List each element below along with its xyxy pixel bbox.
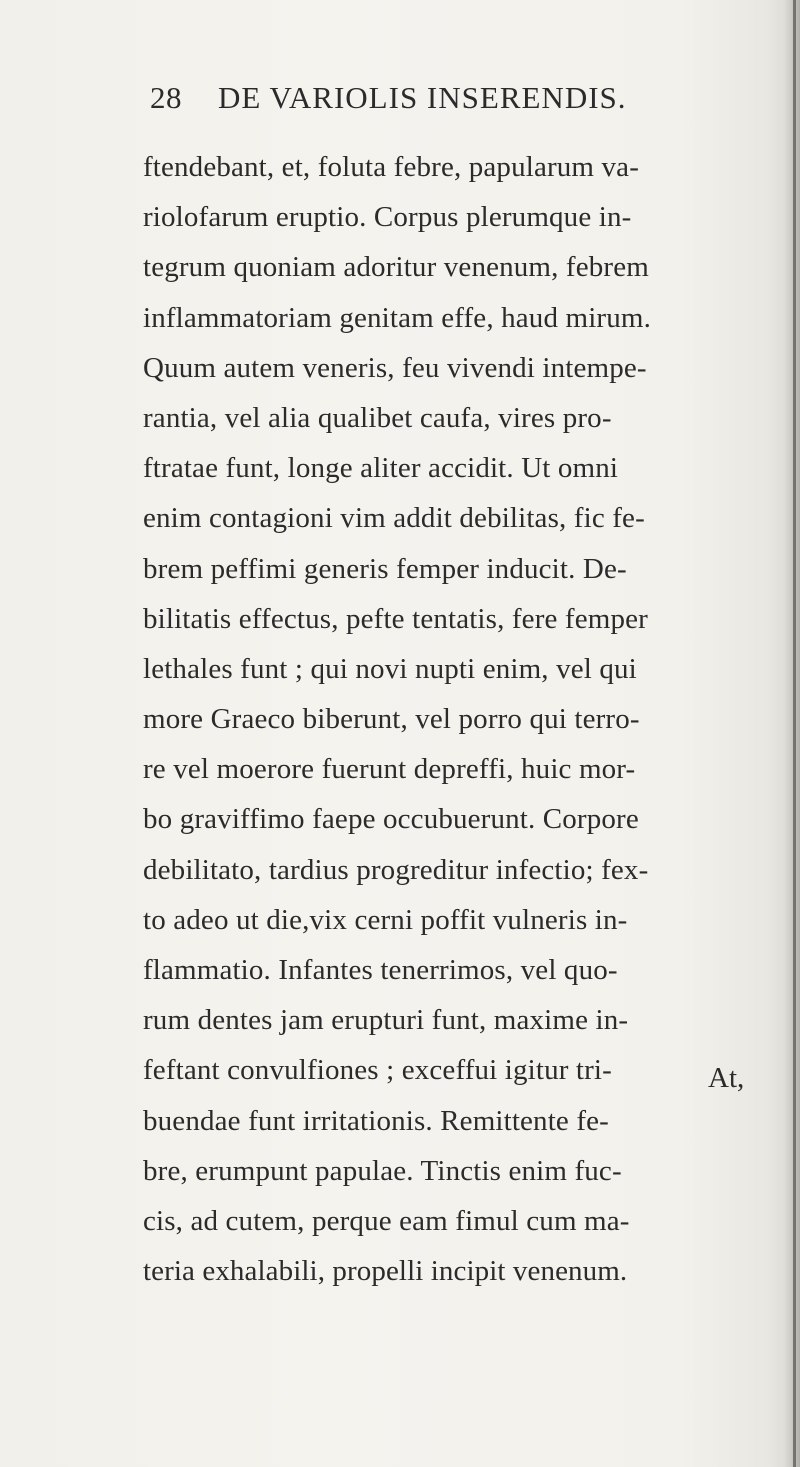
text-line: flammatio. Infantes tenerrimos, vel quo- (143, 954, 618, 986)
page-header (150, 80, 710, 124)
text-line: rum dentes jam erupturi funt, maxime in- (143, 1004, 629, 1037)
text-line: riolofarum eruptio. Corpus plerumque in- (143, 201, 632, 234)
text-line: more Graeco biberunt, vel porro qui terro- (143, 703, 640, 736)
text-line: buendae funt irritationis. Remittente fe- (143, 1104, 609, 1137)
text-line: lethales funt ; qui novi nupti enim, vel qui (143, 652, 637, 685)
body-text (143, 142, 753, 1296)
text-line: brem peffimi generis femper inducit. De- (143, 552, 627, 585)
page-edge-shadow (784, 0, 800, 1467)
text-line: ftratae funt, longe aliter accidit. Ut omni (143, 452, 619, 485)
page-number: 28 (150, 80, 182, 115)
text-line: feftant convulfiones ; exceffui igitur tri- (143, 1054, 612, 1087)
catchword: At, (708, 1062, 745, 1094)
text-line: cis, ad cutem, perque eam fimul cum ma- (143, 1204, 630, 1237)
text-line: enim contagioni vim addit debilitas, fic fe- (143, 502, 645, 535)
text-line: ftendebant, et, foluta febre, papularum va- (143, 151, 640, 183)
running-head: DE VARIOLIS INSERENDIS. (218, 80, 627, 115)
text-line: inflammatoriam genitam effe, haud mirum. (143, 301, 651, 334)
text-line: tegrum quoniam adoritur venenum, febrem (143, 251, 649, 284)
text-line: debilitato, tardius progreditur infectio; fex- (143, 853, 649, 886)
text-line: bilitatis effectus, pefte tentatis, fere femper (143, 602, 648, 635)
text-line: teria exhalabili, propelli incipit venenum. (143, 1255, 628, 1288)
text-line: bre, erumpunt papulae. Tinctis enim fuc- (143, 1154, 622, 1187)
text-line: bo graviffimo faepe occubuerunt. Corpore (143, 803, 639, 836)
text-line: re vel moerore fuerunt depreffi, huic mor- (143, 753, 636, 786)
page-edge-line (793, 0, 796, 1467)
text-line: to adeo ut die,vix cerni poffit vulneris in- (143, 903, 628, 936)
text-line: rantia, vel alia qualibet caufa, vires pro- (143, 401, 612, 434)
text-line: Quum autem veneris, feu vivendi intempe- (143, 351, 647, 384)
